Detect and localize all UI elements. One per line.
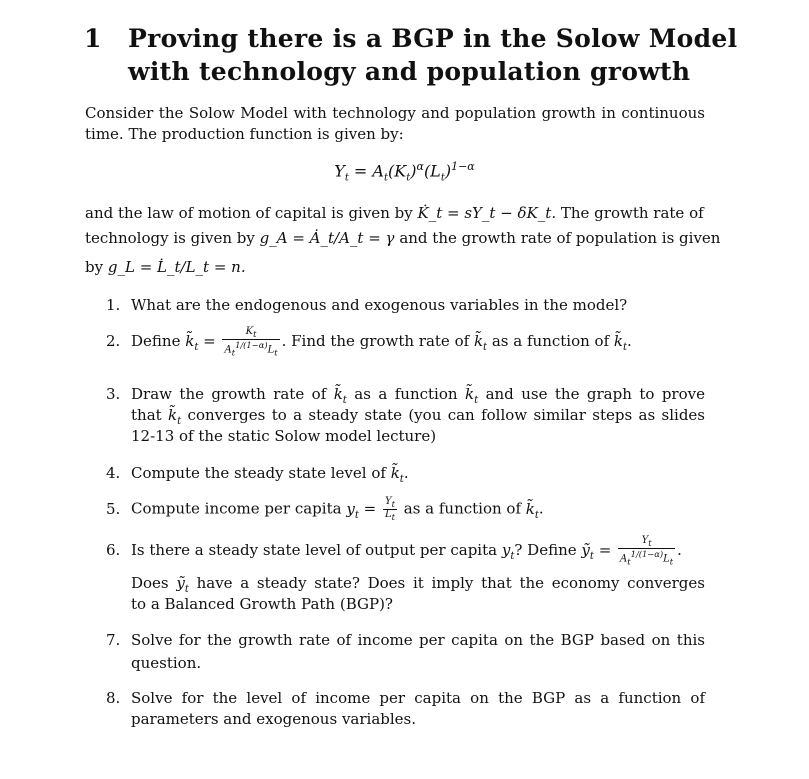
section-number: 1	[84, 24, 102, 53]
section-title	[128, 22, 768, 88]
question-2-number: 2.	[106, 332, 121, 350]
question-6-line-1: Is there a steady state level of output per capita $y_t$? Define ỹ$_t$ = $\frac{Y_t}{A_t^{1/(1-\alpha)}L_t}$ .	[131, 535, 682, 567]
question-7-line-2: question.	[131, 654, 202, 672]
question-8-line-2: parameters and exogenous variables.	[131, 710, 417, 728]
question-4-number: 4.	[106, 464, 121, 482]
question-5-text: Compute income per capita $y_t$ = $\frac{Y_t}{L_t}$ as a function of $k̃_t$.	[131, 496, 544, 522]
k-tilde-fraction: $\frac{K_t}{A_t^{1/(1-\alpha)}L_t}$	[224, 326, 278, 358]
question-5-number: 5.	[106, 500, 121, 518]
section-title-line-1: Proving there is a BGP in the Solow Model	[128, 24, 738, 53]
question-3-line-3: 12-13 of the static Solow model lecture)	[131, 427, 437, 445]
capital-law-equation: K̇_t = sY_t − δK_t.	[417, 204, 557, 222]
production-function-equation: $Y_t = A_t(K_t)^\alpha(L_t)^{1-\alpha}$	[334, 160, 475, 184]
paragraph-line-2: technology is given by g_A = Ȧ_t/A_t = γ and the growth rate of population is given	[85, 229, 721, 247]
question-3-number: 3.	[106, 385, 121, 403]
question-3-line-2: that $k̃_t$ converges to a steady state (you can follow similar steps as slides	[131, 406, 705, 427]
question-7-number: 7.	[106, 631, 121, 649]
question-4-text: Compute the steady state level of $k̃_t$.	[131, 464, 409, 485]
y-tilde-fraction: $\frac{Y_t}{A_t^{1/(1-\alpha)}L_t}$	[620, 535, 674, 567]
paragraph-line-3: by g_L = L̇_t/L_t = n.	[85, 258, 246, 276]
question-6-number: 6.	[106, 541, 121, 559]
question-1-number: 1.	[106, 296, 121, 314]
intro-line-2: time. The production function is given by:	[85, 125, 404, 143]
question-8-line-1: Solve for the level of income per capita on the BGP as a function of	[131, 689, 705, 707]
intro-line-1: Consider the Solow Model with technology and population growth in continuous	[85, 104, 705, 122]
question-8-number: 8.	[106, 689, 121, 707]
question-7-line-1: Solve for the growth rate of income per capita on the BGP based on this	[131, 631, 705, 649]
question-6-line-2: Does ỹ$_t$ have a steady state? Does it imply that the economy converges	[131, 574, 705, 595]
paragraph-line-1: and the law of motion of capital is given by K̇_t = sY_t − δK_t. The growth rate of	[85, 204, 704, 222]
y-per-capita-fraction: $\frac{Y_t}{L_t}$	[384, 496, 395, 522]
technology-growth-equation: g_A = Ȧ_t/A_t = γ	[259, 229, 395, 247]
population-growth-equation: g_L = L̇_t/L_t = n.	[107, 258, 246, 276]
question-1-text: What are the endogenous and exogenous variables in the model?	[131, 296, 628, 314]
question-6-line-3: to a Balanced Growth Path (BGP)?	[131, 595, 393, 613]
question-3-line-1: Draw the growth rate of $k̃_t$ as a function $k̃_t$ and use the graph to prove	[131, 385, 705, 406]
section-title-line-2: with technology and population growth	[128, 57, 691, 86]
question-2-text: Define $k̃_t$ = $\frac{K_t}{A_t^{1/(1-\alpha)}L_t}$ . Find the growth rate of $k̃_t$ as a function of $k̃_t$.	[131, 326, 632, 358]
